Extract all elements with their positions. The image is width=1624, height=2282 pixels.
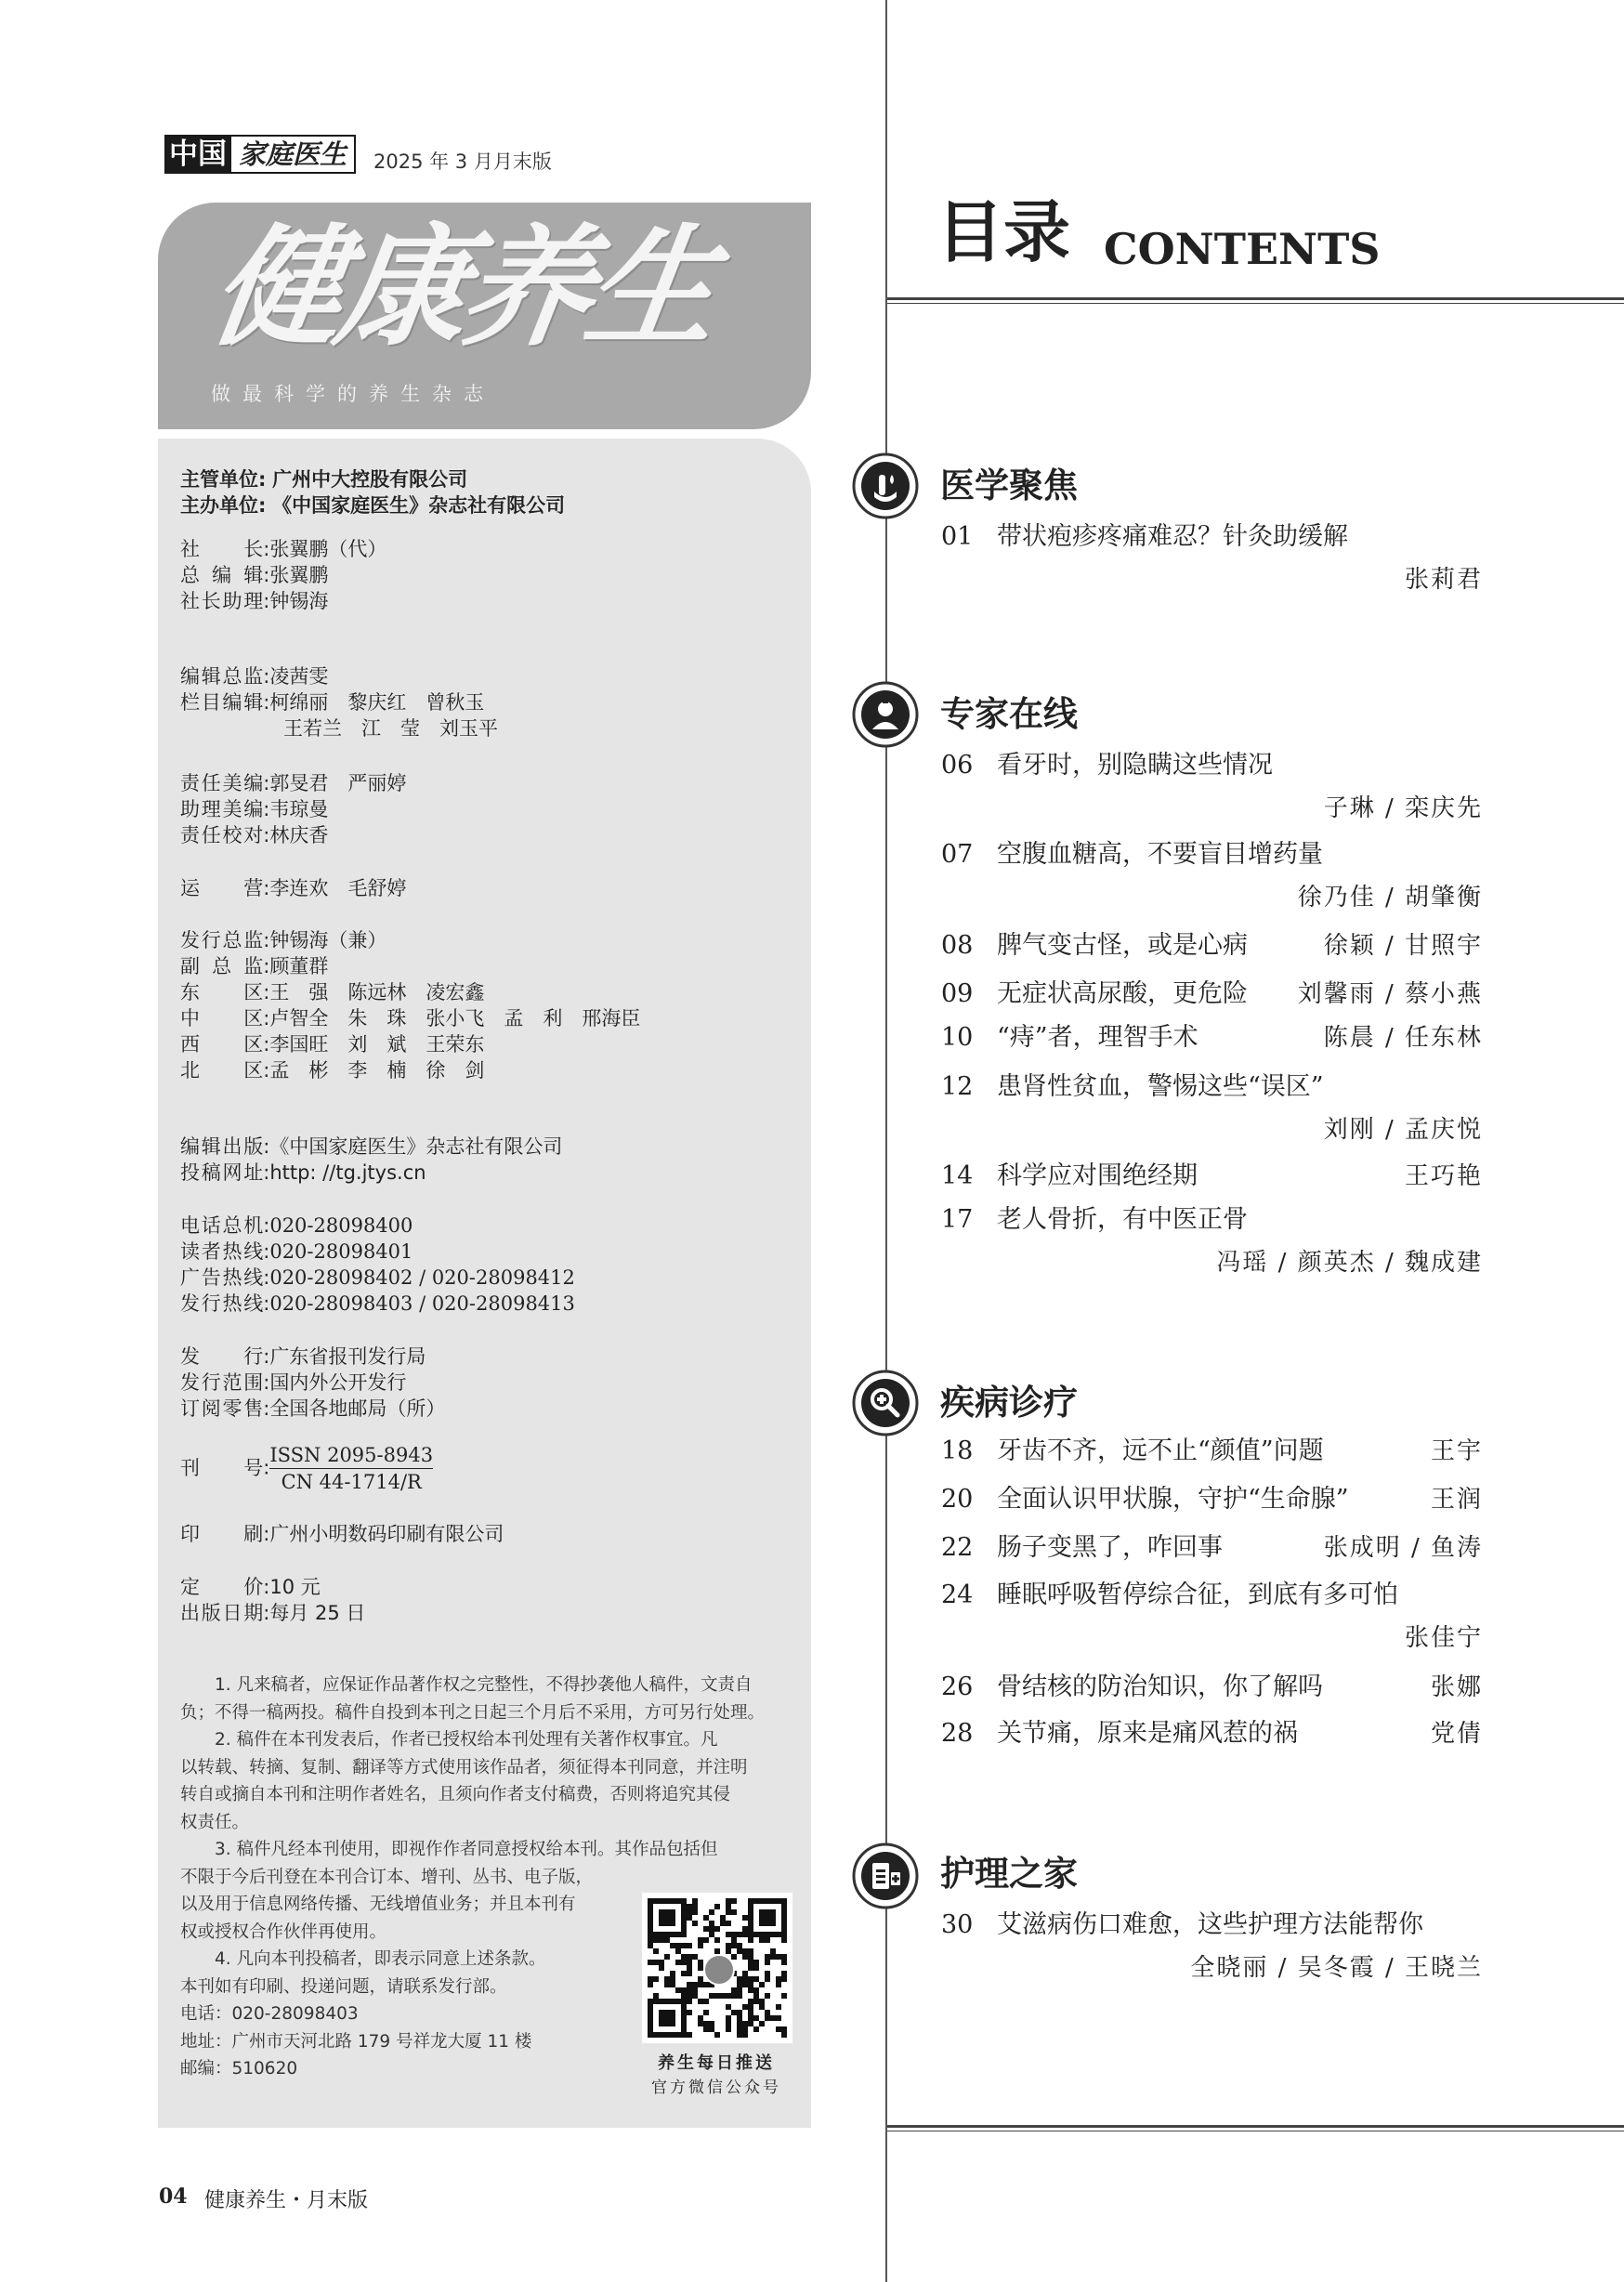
entry-title[interactable]: 骨结核的防治知识，你了解吗 bbox=[997, 1672, 1323, 1701]
entry-page: 10 bbox=[941, 1023, 974, 1052]
hand-drop-icon bbox=[852, 452, 919, 519]
qr-module bbox=[765, 1993, 770, 1999]
qr-module bbox=[714, 1926, 720, 1932]
entry-title[interactable]: 看牙时，别隐瞒这些情况 bbox=[997, 751, 1273, 780]
section-title-disease-treatment: 疾病诊疗 bbox=[940, 1382, 1078, 1423]
entry-title[interactable]: 肠子变黑了，咋回事 bbox=[997, 1533, 1223, 1562]
submission-url[interactable]: http: //tg.jtys.cn bbox=[269, 1161, 426, 1184]
entry-page: 30 bbox=[941, 1910, 974, 1939]
sponsor-label: 主办单位: bbox=[180, 494, 267, 517]
brand-family-doctor: 家庭医生 bbox=[231, 135, 356, 174]
entry-author: 张莉君 bbox=[1404, 566, 1483, 594]
qr-module bbox=[703, 2010, 709, 2015]
deputy-director-label: 副总监 bbox=[180, 955, 264, 977]
editorial-director-value: 凌茜雯 bbox=[269, 665, 329, 688]
note-line: 2. 稿件在本刊发表后，作者已授权给本刊处理有关著作权事宜。凡 bbox=[215, 1730, 718, 1750]
qr-module bbox=[731, 1898, 737, 1904]
entry-page: 01 bbox=[941, 522, 974, 551]
qr-module bbox=[770, 1921, 776, 1926]
qr-module bbox=[765, 1960, 770, 1965]
qr-module bbox=[776, 2004, 781, 2010]
submission-label: 投稿网址 bbox=[180, 1161, 264, 1184]
proofreader-value: 林庆香 bbox=[269, 824, 329, 846]
qr-module bbox=[781, 1960, 787, 1965]
editorial-director-label: 编辑总监 bbox=[180, 665, 264, 688]
qr-module bbox=[781, 1937, 787, 1943]
phone-reader-value: 020-28098401 bbox=[269, 1240, 413, 1263]
note-line: 权责任。 bbox=[180, 1812, 250, 1832]
qr-module bbox=[776, 1982, 781, 1987]
operations-label: 运营 bbox=[180, 877, 264, 899]
entry-author: 徐乃佳 / 胡肇衡 bbox=[1297, 884, 1483, 911]
central-value: 卢智全 朱 珠 张小飞 孟 利 邢海臣 bbox=[269, 1007, 641, 1030]
entry-author: 党倩 bbox=[1430, 1720, 1483, 1748]
qr-module bbox=[687, 2032, 692, 2038]
issue-range-value: 国内外公开发行 bbox=[269, 1371, 407, 1394]
note-line: 3. 稿件凡经本刊使用，即视作作者同意授权给本刊。其作品包括但 bbox=[215, 1840, 718, 1859]
doctor-icon bbox=[852, 681, 919, 748]
qr-module bbox=[737, 1993, 742, 1999]
supervisor-value: 广州中大控股有限公司 bbox=[272, 468, 468, 491]
entry-title[interactable]: 艾滋病伤口难愈，这些护理方法能帮你 bbox=[997, 1910, 1423, 1939]
magnifier-cross-icon bbox=[852, 1370, 919, 1436]
entry-page: 20 bbox=[941, 1485, 974, 1514]
entry-title[interactable]: 全面认识甲状腺，守护“生命腺” bbox=[997, 1485, 1349, 1514]
qr-module bbox=[664, 1954, 670, 1960]
entry-author: 王润 bbox=[1430, 1486, 1483, 1514]
qr-module bbox=[726, 1921, 731, 1926]
entry-title[interactable]: 带状疱疹疼痛难忍？针灸助缓解 bbox=[997, 522, 1348, 551]
entry-title[interactable]: 无症状高尿酸，更危险 bbox=[997, 979, 1248, 1008]
distribution-director-label: 发行总监 bbox=[180, 929, 264, 951]
issue-label: 发行 bbox=[180, 1345, 264, 1368]
column-editors-value-1: 柯绵丽 黎庆红 曾秋玉 bbox=[269, 691, 485, 714]
magazine-slogan: 做最科学的养生杂志 bbox=[211, 383, 495, 405]
qr-module bbox=[714, 1937, 720, 1943]
toc-title-en: CONTENTS bbox=[1104, 224, 1381, 274]
qr-caption-daily: 养生每日推送 bbox=[658, 2053, 775, 2073]
pub-date-value: 每月 25 日 bbox=[269, 1602, 366, 1624]
qr-module bbox=[765, 1937, 770, 1943]
president-value: 张翼鹏（代） bbox=[269, 538, 387, 560]
qr-module bbox=[753, 2026, 759, 2032]
east-value: 王 强 陈远林 凌宏鑫 bbox=[269, 981, 485, 1003]
entry-title[interactable]: 空腹血糖高，不要盲目增药量 bbox=[997, 840, 1323, 869]
column-editors-label: 栏目编辑 bbox=[180, 691, 264, 714]
entry-author: 徐颖 / 甘照宇 bbox=[1323, 932, 1483, 960]
publisher-label: 编辑出版 bbox=[180, 1135, 264, 1158]
note-line: 以转载、转摘、复制、翻译等方式使用该作品者，须征得本刊同意，并注明 bbox=[180, 1757, 748, 1777]
entry-page: 06 bbox=[941, 751, 974, 780]
entry-title[interactable]: 脾气变古怪，或是心病 bbox=[997, 931, 1248, 960]
east-label: 东区 bbox=[180, 981, 264, 1003]
note-line: 权或授权合作伙伴再使用。 bbox=[180, 1921, 387, 1942]
note-line: 负；不得一稿两投。稿件自投到本刊之日起三个月后不采用，方可另行处理。 bbox=[180, 1702, 766, 1723]
qr-module bbox=[653, 1948, 659, 1954]
entry-page: 26 bbox=[941, 1672, 974, 1701]
qr-module bbox=[726, 2026, 731, 2032]
qr-module bbox=[765, 1976, 770, 1982]
qr-module bbox=[687, 2010, 692, 2015]
qr-module bbox=[742, 2032, 748, 2038]
note-line: 转自或摘自本刊和注明作者姓名，且须向作者支付稿费，否则将追究其侵 bbox=[180, 1785, 731, 1804]
qr-module bbox=[703, 1937, 709, 1943]
printer-label: 印刷 bbox=[180, 1523, 264, 1545]
west-value: 李国旺 刘 斌 王荣东 bbox=[269, 1033, 485, 1056]
retail-value: 全国各地邮局（所） bbox=[269, 1397, 446, 1420]
qr-module bbox=[748, 1937, 753, 1943]
qr-module bbox=[759, 1982, 765, 1987]
section-title-medical-focus: 医学聚焦 bbox=[940, 465, 1078, 505]
issn-value: ISSN 2095-8943 bbox=[269, 1442, 433, 1469]
contact-phone: 电话：020-28098403 bbox=[180, 2004, 359, 2024]
retail-label: 订阅零售 bbox=[180, 1397, 264, 1420]
header-rule-thick bbox=[887, 297, 1624, 300]
contact-address: 地址：广州市天河北路 179 号祥龙大厦 11 楼 bbox=[180, 2031, 532, 2052]
entry-title[interactable]: 患肾性贫血，警惕这些“误区” bbox=[997, 1072, 1324, 1101]
entry-page: 14 bbox=[941, 1161, 974, 1190]
entry-author: 张成明 / 鱼涛 bbox=[1323, 1534, 1483, 1562]
president-label: 社长 bbox=[180, 538, 264, 560]
serial-label: 刊号 bbox=[180, 1456, 264, 1479]
phone-main-value: 020-28098400 bbox=[269, 1214, 413, 1237]
note-line: 以及用于信息网络传播、无线增值业务；并且本刊有 bbox=[180, 1895, 576, 1914]
section-title-nursing-home: 护理之家 bbox=[940, 1853, 1078, 1894]
note-line: 1. 凡来稿者，应保证作品著作权之完整性，不得抄袭他人稿件，文责自 bbox=[215, 1675, 753, 1695]
proofreader-label: 责任校对 bbox=[180, 824, 264, 846]
entry-title[interactable]: 老人骨折，有中医正骨 bbox=[997, 1205, 1248, 1234]
entry-author: 刘刚 / 孟庆悦 bbox=[1323, 1116, 1483, 1144]
qr-module bbox=[703, 1999, 709, 2004]
qr-module bbox=[653, 1976, 659, 1982]
qr-module bbox=[714, 1904, 720, 1909]
entry-author: 王巧艳 bbox=[1404, 1162, 1483, 1190]
edition-label: 2025 年 3 月月末版 bbox=[373, 151, 552, 173]
entry-author: 王宇 bbox=[1430, 1437, 1483, 1465]
brand-logo bbox=[164, 135, 356, 174]
qr-module bbox=[687, 1971, 692, 1976]
page-number: 04 bbox=[159, 2184, 188, 2209]
qr-module bbox=[776, 2015, 781, 2021]
entry-author: 全晓丽 / 吴冬霞 / 王晓兰 bbox=[1190, 1954, 1483, 1982]
entry-page: 18 bbox=[941, 1436, 974, 1465]
pub-date-label: 出版日期 bbox=[180, 1602, 264, 1624]
entry-page: 24 bbox=[941, 1580, 974, 1609]
entry-title[interactable]: 关节痛，原来是痛风惹的祸 bbox=[997, 1719, 1298, 1748]
phone-reader-label: 读者热线 bbox=[180, 1240, 264, 1263]
phone-dist-label: 发行热线 bbox=[180, 1292, 264, 1315]
footer-rule-thick bbox=[887, 2125, 1624, 2128]
west-label: 西区 bbox=[180, 1033, 264, 1056]
header-rule-thin bbox=[887, 303, 1624, 304]
assistant-art-label: 助理美编 bbox=[180, 798, 264, 820]
entry-page: 09 bbox=[941, 979, 974, 1008]
phone-ad-value: 020-28098402 / 020-28098412 bbox=[269, 1266, 575, 1289]
qr-module bbox=[687, 1999, 692, 2004]
entry-title[interactable]: 科学应对围绝经期 bbox=[997, 1161, 1198, 1190]
entry-page: 07 bbox=[941, 840, 974, 869]
qr-center-logo bbox=[703, 1954, 735, 1986]
entry-author: 陈晨 / 任东林 bbox=[1323, 1024, 1483, 1052]
entry-page: 08 bbox=[941, 931, 974, 960]
qr-module bbox=[698, 1943, 703, 1948]
qr-module bbox=[714, 2032, 720, 2038]
qr-module bbox=[659, 1965, 664, 1971]
note-line: 4. 凡向本刊投稿者，即表示同意上述条款。 bbox=[215, 1949, 546, 1969]
assistant-art-value: 韦琼曼 bbox=[269, 798, 329, 820]
toc-title: 目录 bbox=[936, 192, 1071, 271]
entry-author: 刘馨雨 / 蔡小燕 bbox=[1297, 980, 1483, 1008]
serial-number bbox=[269, 1442, 433, 1495]
chief-editor-label: 总编辑 bbox=[180, 564, 264, 586]
qr-module bbox=[648, 1982, 653, 1987]
column-editors-value-2: 王若兰 江 莹 刘玉平 bbox=[283, 717, 498, 740]
assistant-label: 社长助理 bbox=[180, 590, 264, 612]
qr-module bbox=[681, 1932, 687, 1937]
art-editors-label: 责任美编 bbox=[180, 772, 264, 794]
qr-module bbox=[753, 1965, 759, 1971]
magazine-banner bbox=[158, 203, 811, 429]
supervisor-label: 主管单位: bbox=[180, 468, 267, 491]
qr-module bbox=[687, 1943, 692, 1948]
qr-module bbox=[731, 1954, 737, 1960]
phone-ad-label: 广告热线 bbox=[180, 1266, 264, 1289]
entry-page: 28 bbox=[941, 1719, 974, 1748]
note-line: 不限于今后刊登在本刊合订本、增刊、丛书、电子版， bbox=[180, 1867, 594, 1887]
masthead-panel: 主管单位: 广州中大控股有限公司 主办单位: 《中国家庭医生》杂志社有限公司 社长:张翼鹏（代） 总编辑:张翼鹏 社长助理:钟锡海 编辑总监:凌茜雯 栏目编辑:柯绵丽 黎庆红 曾秋玉 王若兰 江 莹 刘玉平 责任美编:郭旻君 严丽婷 助理美编:韦琼曼 责任校对:林庆香 运营:李连欢 毛舒婷 发行总监:钟锡海（兼） 副总监:顾董群 东区:王 强 陈远林 凌宏鑫 中区:卢智全 朱 珠 张小飞 孟 利 邢海臣 西区:李国旺 刘 斌 王荣东 北区:孟 彬 李 楠 徐 剑 编辑出版:《中国家庭医生》杂志社有限公司 投稿网址:http: //tg.jtys.cn 电话总机:020-28098400 读者热线:020-28098401 广告热线:020-28098402 / 020-28098412 发行热线:020-28098403 / 020-28098413 发行:广东省报刊发行局 发行范围:国内外公开发行 订阅零售:全国各地邮局（所） 刊号: ISSN 2095-8943 CN 44-1714/R 印刷:广州小明数码印刷有限公司 定价:10 元 出版日期:每月 25 日 1. 凡来稿者，应保证作品著作权之完整性，不得抄袭他人稿件，文责自 负；不得一稿两投。稿件自投到本刊之日起三个月后不采用，方可另行处理。 2. 稿件在本刊发表后，作者已授权给本刊处理有关著作权事宜。凡 以转载、转摘、复制、翻译等方式使用该作品者，须征得本刊同意，并注明 转自或摘自本刊和注明作者姓名，且须向作者支付稿费，否则将追究其侵 权责任。 3. 稿件凡经本刊使用，即视作作者同意授权给本刊。其作品包括但 不限于今后刊登在本刊合订本、增刊、丛书、电子版， 以及用于信息网络传播、无线增值业务；并且本刊有 权或授权合作伙伴再使用。 4. 凡向本刊投稿者，即表示同意上述条款。 本刊如有印刷、投递问题，请联系发行部。 电话：020-28098403 地址：广州市天河北路 179 号祥龙大厦 11 楼 邮编：510620 养生每日推送 官方微信公众号 bbox=[158, 439, 811, 2128]
deputy-director-value: 顾董群 bbox=[269, 955, 329, 977]
operations-value: 李连欢 毛舒婷 bbox=[269, 877, 407, 899]
entry-author: 张佳宁 bbox=[1404, 1624, 1483, 1652]
printer-value: 广州小明数码印刷有限公司 bbox=[269, 1523, 504, 1545]
qr-module bbox=[670, 1921, 675, 1926]
issue-range-label: 发行范围 bbox=[180, 1371, 264, 1394]
entry-author: 子琳 / 栾庆先 bbox=[1323, 794, 1483, 822]
publisher-value: 《中国家庭医生》杂志社有限公司 bbox=[269, 1135, 563, 1158]
section-title-expert-online: 专家在线 bbox=[940, 693, 1078, 734]
north-value: 孟 彬 李 楠 徐 剑 bbox=[269, 1059, 485, 1082]
entry-page: 22 bbox=[941, 1533, 974, 1562]
entry-author: 冯瑶 / 颜英杰 / 魏成建 bbox=[1216, 1249, 1483, 1277]
entry-author: 张娜 bbox=[1430, 1673, 1483, 1701]
qr-module bbox=[709, 1909, 714, 1915]
entry-title[interactable]: 牙齿不齐，远不止“颜值”问题 bbox=[997, 1436, 1324, 1465]
magazine-logo: 健康养生 bbox=[203, 213, 723, 364]
entry-page: 17 bbox=[941, 1205, 974, 1234]
north-label: 北区 bbox=[180, 1059, 264, 1082]
qr-caption-official: 官方微信公众号 bbox=[651, 2079, 781, 2097]
price-value: 10 元 bbox=[269, 1576, 321, 1598]
qr-module bbox=[692, 1921, 698, 1926]
chief-editor-value: 张翼鹏 bbox=[269, 564, 329, 586]
footer-title: 健康养生・月末版 bbox=[204, 2189, 369, 2212]
sponsor-value: 《中国家庭医生》杂志社有限公司 bbox=[272, 494, 566, 517]
phone-main-label: 电话总机 bbox=[180, 1214, 264, 1237]
qr-module bbox=[781, 2032, 787, 2038]
clipboard-cross-icon bbox=[852, 1843, 919, 1909]
wechat-qr-code[interactable] bbox=[642, 1893, 792, 2043]
distribution-director-value: 钟锡海（兼） bbox=[269, 929, 387, 951]
qr-module bbox=[781, 1976, 787, 1982]
qr-module bbox=[731, 1909, 737, 1915]
column-divider bbox=[885, 0, 887, 2282]
qr-module bbox=[759, 2021, 765, 2026]
brand-china: 中国 bbox=[164, 135, 231, 174]
entry-title[interactable]: “痔”者，理智手术 bbox=[997, 1023, 1198, 1052]
note-line: 本刊如有印刷、投递问题，请联系发行部。 bbox=[180, 1976, 507, 1997]
entry-page: 12 bbox=[941, 1072, 974, 1101]
contact-postcode: 邮编：510620 bbox=[180, 2059, 298, 2079]
issue-value: 广东省报刊发行局 bbox=[269, 1345, 426, 1368]
qr-module bbox=[781, 1993, 787, 1999]
qr-module bbox=[670, 2021, 675, 2026]
assistant-value: 钟锡海 bbox=[269, 590, 329, 612]
price-label: 定价 bbox=[180, 1576, 264, 1598]
cn-value: CN 44-1714/R bbox=[281, 1471, 422, 1493]
art-editors-value: 郭旻君 严丽婷 bbox=[269, 772, 407, 794]
qr-pattern bbox=[648, 1898, 787, 2038]
entry-title[interactable]: 睡眠呼吸暂停综合征，到底有多可怕 bbox=[997, 1580, 1398, 1609]
phone-dist-value: 020-28098403 / 020-28098413 bbox=[269, 1292, 575, 1315]
central-label: 中区 bbox=[180, 1007, 264, 1030]
qr-module bbox=[692, 1909, 698, 1915]
